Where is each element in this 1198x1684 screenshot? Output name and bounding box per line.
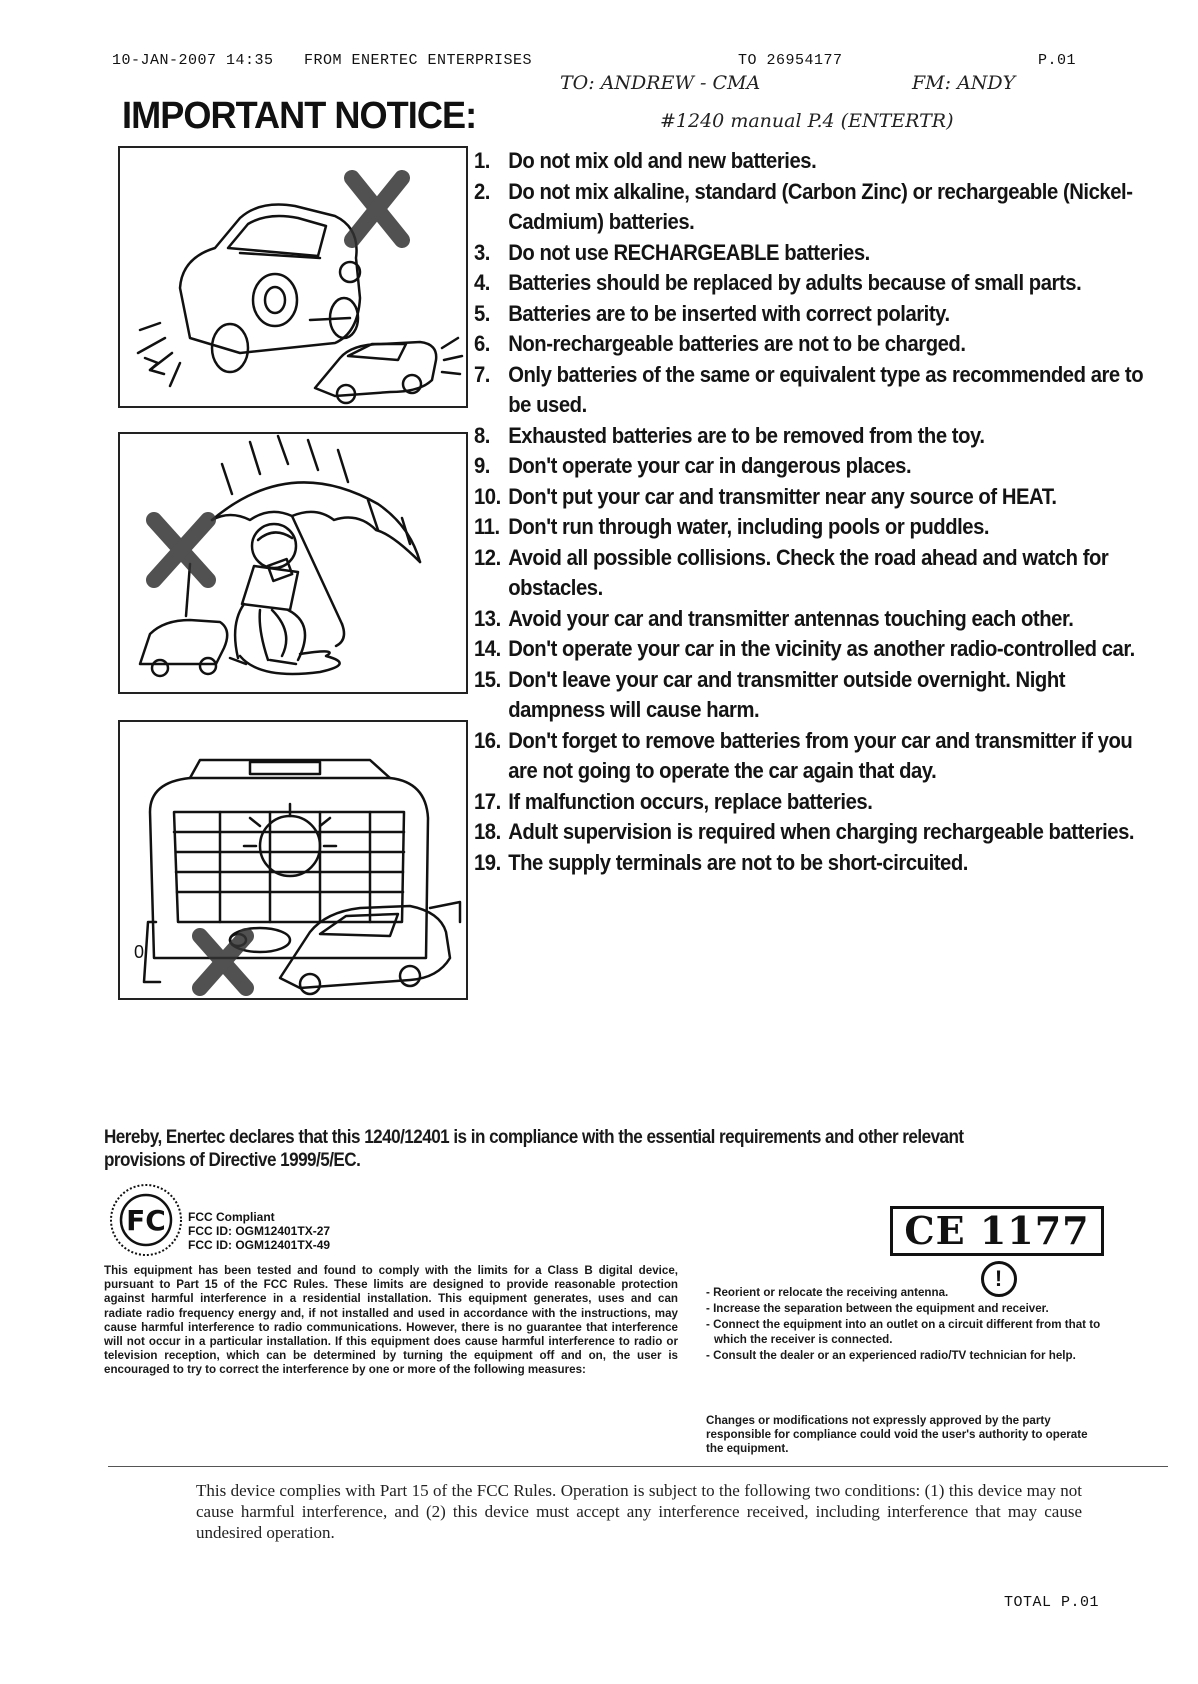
rule-number: 15.: [474, 666, 501, 692]
rule-item: [474, 268, 1153, 299]
rule-number: 9.: [474, 453, 490, 478]
rule-item: [474, 634, 1153, 665]
rule-text: Don't operate your car in dangerous places.: [508, 453, 912, 478]
rule-number: 4.: [474, 270, 490, 295]
rule-item: [474, 329, 1153, 360]
fax-page-number: P.01: [1038, 52, 1077, 69]
rule-text: Do not use RECHARGEABLE batteries.: [508, 239, 870, 265]
fcc-logo-icon: [108, 1182, 184, 1258]
rule-item: [474, 665, 1153, 726]
fcc-compliance-statement: This device complies with Part 15 of the FCC Rules. Operation is subject to the following two conditions: (1) this device may not cause harmful interference, and (2) this device must accept any interference received, including interference that may cause undesired operation.: [196, 1481, 1082, 1542]
fcc-measure-item: - Consult the dealer or an experienced radio/TV technician for help.: [706, 1348, 1076, 1362]
rule-number: 2.: [474, 178, 490, 204]
ce-mark: [890, 1206, 1104, 1291]
rule-number: 13.: [474, 605, 501, 631]
rule-item: [474, 177, 1153, 238]
handwritten-reference: #1240 manual P.4 (ENTERTR): [660, 110, 954, 132]
battery-safety-rules: [474, 146, 1154, 878]
handwritten-recipient: TO: ANDREW - CMA: [560, 72, 761, 94]
rule-text: Adult supervision is required when charging rechargeable batteries.: [508, 819, 1135, 844]
fax-to: TO 26954177: [738, 52, 843, 69]
rule-text: Don't run through water, including pools or puddles.: [508, 514, 990, 539]
rule-number: 8.: [474, 422, 490, 448]
alert-icon: !: [981, 1261, 1017, 1297]
rule-text: Avoid all possible collisions. Check the road ahead and watch for obstacles.: [508, 544, 1109, 600]
rule-number: 17.: [474, 788, 501, 814]
rule-item: [474, 238, 1153, 269]
fcc-measure-item: - Connect the equipment into an outlet on a circuit different from that to which the receiver is connected.: [706, 1318, 1101, 1346]
rule-number: 14.: [474, 636, 501, 661]
rule-text: Only batteries of the same or equivalent type as recommended are to be used.: [508, 361, 1144, 417]
rule-number: 11.: [474, 514, 500, 539]
rule-item: [474, 604, 1153, 635]
rule-text: Don't operate your car in the vicinity as another radio-controlled car.: [508, 636, 1135, 661]
illustration-car-collision: [118, 146, 468, 408]
rule-item: [474, 787, 1153, 818]
rule-text: Don't forget to remove batteries from your car and transmitter if you are not going to operate the car again that day.: [508, 727, 1133, 783]
rule-text: Exhausted batteries are to be removed from the toy.: [508, 422, 985, 448]
fcc-id-49: FCC ID: OGM12401TX-49: [188, 1238, 331, 1252]
illustration-heater: [118, 720, 468, 1000]
rule-text: Avoid your car and transmitter antennas touching each other.: [508, 605, 1074, 631]
rule-item: [474, 543, 1153, 604]
rule-number: 5.: [474, 300, 490, 326]
divider: [108, 1466, 1168, 1467]
rule-item: [474, 451, 1153, 482]
rule-number: 1.: [474, 148, 490, 173]
rule-item: [474, 482, 1153, 513]
fcc-compliant-label: FCC Compliant: [188, 1210, 275, 1224]
rule-number: 3.: [474, 239, 490, 265]
rule-item: [474, 421, 1153, 452]
rule-text: Do not mix alkaline, standard (Carbon Zinc) or rechargeable (Nickel-Cadmium) batteries.: [508, 178, 1133, 234]
fax-date-time: 10-JAN-2007 14:35: [112, 52, 274, 69]
rule-item: [474, 848, 1153, 879]
ce-mark-text: CE 1177: [904, 1208, 1090, 1253]
rule-text: The supply terminals are not to be short-circuited.: [508, 849, 968, 875]
fcc-id-27: FCC ID: OGM12401TX-27: [188, 1224, 331, 1238]
rule-number: 6.: [474, 331, 490, 356]
illustration-rain-puddle: [118, 432, 468, 694]
car-collision-drawing: [120, 148, 466, 406]
rule-number: 12.: [474, 544, 501, 570]
total-pages: TOTAL P.01: [1004, 1594, 1100, 1611]
eu-declaration: Hereby, Enertec declares that this 1240/12401 is in compliance with the essential requirements and other relevant provisions of Directive 1999/5/EC.: [104, 1127, 964, 1171]
fax-from: FROM ENERTEC ENTERPRISES: [304, 52, 533, 69]
rule-text: Don't put your car and transmitter near any source of HEAT.: [508, 483, 1057, 509]
rule-item: [474, 817, 1153, 848]
rule-number: 10.: [474, 483, 501, 509]
fcc-ids: [188, 1210, 330, 1252]
fcc-measures: [706, 1286, 1106, 1365]
rule-text: Don't leave your car and transmitter outside overnight. Night dampness will cause harm.: [508, 666, 1066, 722]
fcc-measure-item: - Reorient or relocate the receiving antenna.: [706, 1286, 949, 1299]
fcc-changes-warning: Changes or modifications not expressly approved by the party responsible for compliance could void the user's authority to operate the equipment.: [706, 1414, 1088, 1456]
rule-number: 16.: [474, 727, 501, 753]
fcc-statement: This equipment has been tested and found to comply with the limits for a Class B digital device, pursuant to Part 15 of the FCC Rules. These limits are designed to provide reasonable protection against harmful interference in a residential installation. This equipment generates, uses and can radiate radio frequency energy and, if not installed and used in accordance with the instructions, may cause harmful interference to radio communications. However, there is no guarantee that interference will not occur in a particular installation. If this equipment does cause harmful interference to radio or television reception, which can be determined by turning the equipment off and on, the user is encouraged to try to correct the interference by one or more of the following measures:: [104, 1264, 678, 1377]
rule-text: Non-rechargeable batteries are not to be charged.: [508, 331, 966, 356]
rule-item: [474, 512, 1153, 543]
rule-text: Do not mix old and new batteries.: [508, 148, 817, 173]
rule-text: If malfunction occurs, replace batteries.: [508, 788, 873, 814]
rain-puddle-drawing: [120, 434, 466, 692]
rule-item: [474, 726, 1153, 787]
heater-drawing: [120, 722, 466, 998]
rule-item: [474, 146, 1153, 177]
rule-number: 19.: [474, 849, 501, 875]
svg-text:0: 0: [134, 942, 145, 962]
rule-text: Batteries are to be inserted with correct polarity.: [508, 300, 950, 326]
rule-text: Batteries should be replaced by adults because of small parts.: [508, 270, 1082, 295]
rule-item: [474, 360, 1153, 421]
rule-item: [474, 299, 1153, 330]
handwritten-sender: FM: ANDY: [912, 72, 1016, 94]
rule-number: 7.: [474, 361, 490, 387]
fcc-logo-text: FC: [126, 1204, 166, 1237]
fcc-measure-item: - Increase the separation between the equipment and receiver.: [706, 1302, 1049, 1316]
rule-number: 18.: [474, 819, 501, 844]
notice-title: IMPORTANT NOTICE:: [122, 95, 477, 137]
